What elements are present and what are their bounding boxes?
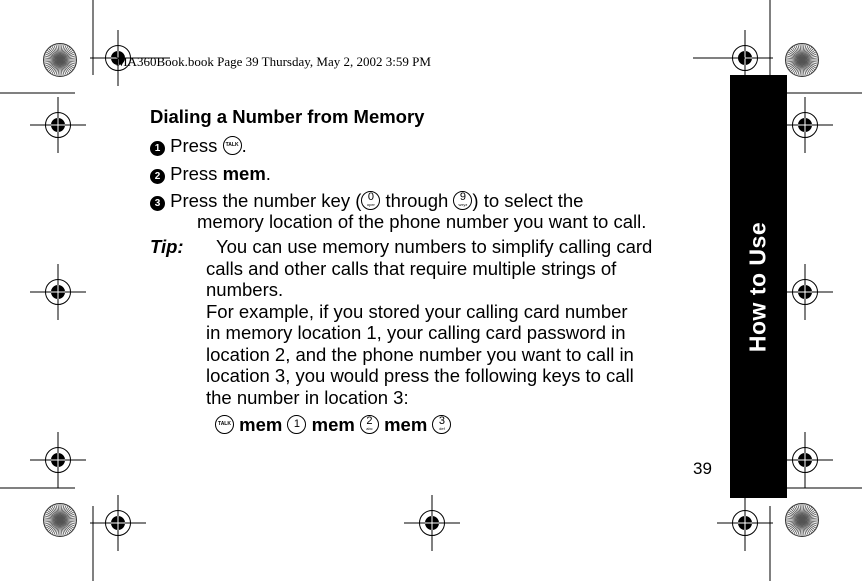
tip-line: the number in location 3: (206, 387, 409, 408)
key-2-icon: 2 abc (360, 415, 379, 434)
crosshair-mark-icon (30, 97, 86, 153)
starburst-mark-icon (44, 504, 77, 537)
starburst-mark-icon (44, 44, 77, 77)
tip-line: in memory location 1, your calling card password in (206, 322, 626, 343)
section-heading: Dialing a Number from Memory (150, 106, 425, 127)
starburst-mark-icon (786, 504, 819, 537)
step-marker: 2 (150, 169, 165, 184)
crosshair-mark-icon (30, 432, 86, 488)
key-1-icon: 1 (287, 415, 306, 434)
talk-key-icon: TALK (215, 415, 234, 434)
step-1: 1 Press TALK . (150, 135, 247, 157)
key-sequence: TALK mem 1 mem 2 abc mem 3 def (215, 414, 451, 436)
key-3-icon: 3 def (432, 415, 451, 434)
talk-key-icon: TALK (223, 136, 242, 155)
crosshair-mark-icon (717, 495, 773, 551)
step-2: 2 Press mem. (150, 163, 271, 185)
tip-line: You can use memory numbers to simplify calling card (216, 236, 653, 257)
crosshair-mark-icon (404, 495, 460, 551)
crosshair-mark-icon (30, 264, 86, 320)
page-number: 39 (693, 459, 712, 478)
step-marker: 1 (150, 141, 165, 156)
tip-line: location 2, and the phone number you want to call in (206, 344, 634, 365)
tip-label: Tip: (150, 236, 184, 257)
starburst-mark-icon (786, 44, 819, 77)
key-9-icon: 9 wxyz (453, 191, 472, 210)
tip-line: calls and other calls that require multiple strings of (206, 258, 617, 279)
tip-line: For example, if you stored your calling card number (206, 301, 628, 322)
step-marker: 3 (150, 196, 165, 211)
print-header: MA360Book.book Page 39 Thursday, May 2, 2002 3:59 PM (116, 54, 431, 69)
tip-line: location 3, you would press the following keys to call (206, 365, 634, 386)
step-3-line-2: memory location of the phone number you want to call. (197, 211, 647, 232)
key-0-icon: 0 oper (361, 191, 380, 210)
mem-key-label: mem (222, 163, 266, 184)
crosshair-mark-icon (90, 495, 146, 551)
step-3: 3 Press the number key ( 0 oper through 9 wxyz ) to select the (150, 190, 583, 212)
side-tab-label: How to Use (744, 221, 771, 353)
tip-line: numbers. (206, 279, 284, 300)
